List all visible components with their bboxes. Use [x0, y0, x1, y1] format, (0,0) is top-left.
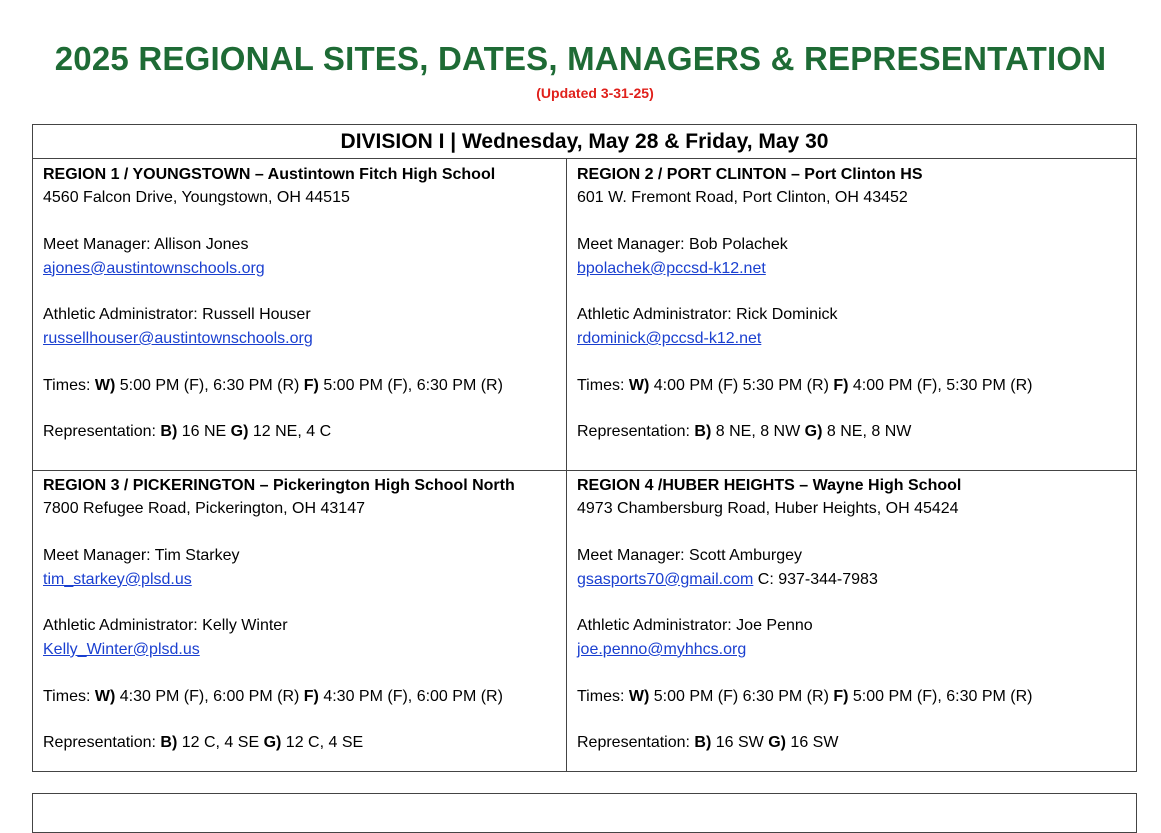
meet-manager: Meet Manager: Allison Jones	[43, 236, 249, 254]
admin-email-link[interactable]: Kelly_Winter@plsd.us	[43, 640, 200, 658]
times-line: Times: W) 5:00 PM (F), 6:30 PM (R) F) 5:00 PM (F), 6:30 PM (R)	[43, 376, 503, 394]
athletic-administrator: Athletic Administrator: Joe Penno	[577, 617, 813, 635]
meet-manager: Meet Manager: Tim Starkey	[43, 547, 240, 565]
admin-email-link[interactable]: russellhouser@austintownschools.org	[43, 329, 313, 347]
region-address: 4973 Chambersburg Road, Huber Heights, OH 45424	[577, 500, 959, 518]
representation-line: Representation: B) 12 C, 4 SE G) 12 C, 4 SE	[43, 734, 364, 752]
admin-email-link[interactable]: joe.penno@myhhcs.org	[577, 640, 747, 658]
region-name: REGION 3 / PICKERINGTON – Pickerington High School North	[43, 477, 515, 494]
region-name: REGION 1 / YOUNGSTOWN – Austintown Fitch High School	[43, 166, 496, 183]
next-division-table	[32, 793, 1137, 833]
updated-note: (Updated 3-31-25)	[536, 85, 654, 101]
times-line: Times: W) 5:00 PM (F) 6:30 PM (R) F) 5:00 PM (F), 6:30 PM (R)	[577, 687, 1033, 705]
region-cell-2	[567, 159, 1136, 471]
meet-manager: Meet Manager: Bob Polachek	[577, 236, 788, 254]
manager-email-link[interactable]: gsasports70@gmail.com	[577, 570, 754, 588]
representation-line: Representation: B) 8 NE, 8 NW G) 8 NE, 8 NW	[577, 423, 912, 441]
page-title: 2025 REGIONAL SITES, DATES, MANAGERS & REPRESENTATION	[54, 40, 1107, 77]
region-name: REGION 2 / PORT CLINTON – Port Clinton HS	[577, 166, 923, 183]
meet-manager: Meet Manager: Scott Amburgey	[577, 547, 802, 565]
region-address: 7800 Refugee Road, Pickerington, OH 43147	[43, 500, 365, 518]
region-address: 601 W. Fremont Road, Port Clinton, OH 43452	[577, 189, 908, 207]
region-cell-1	[33, 159, 567, 471]
region-cell-3	[33, 471, 567, 772]
athletic-administrator: Athletic Administrator: Russell Houser	[43, 306, 311, 324]
region-address: 4560 Falcon Drive, Youngstown, OH 44515	[43, 189, 350, 207]
region-name: REGION 4 /HUBER HEIGHTS – Wayne High School	[577, 477, 962, 494]
athletic-administrator: Athletic Administrator: Rick Dominick	[577, 306, 838, 324]
division-table	[32, 124, 1137, 772]
manager-email-link[interactable]: ajones@austintownschools.org	[43, 259, 265, 277]
division-header: DIVISION I | Wednesday, May 28 & Friday, May 30	[33, 125, 1136, 159]
manager-email-link[interactable]: tim_starkey@plsd.us	[43, 570, 192, 588]
times-line: Times: W) 4:30 PM (F), 6:00 PM (R) F) 4:30 PM (F), 6:00 PM (R)	[43, 687, 503, 705]
manager-phone: C: 937-344-7983	[753, 570, 878, 588]
admin-email-link[interactable]: rdominick@pccsd-k12.net	[577, 329, 762, 347]
regions-grid	[33, 159, 1136, 772]
athletic-administrator: Athletic Administrator: Kelly Winter	[43, 617, 288, 635]
representation-line: Representation: B) 16 SW G) 16 SW	[577, 734, 839, 752]
times-line: Times: W) 4:00 PM (F) 5:30 PM (R) F) 4:00 PM (F), 5:30 PM (R)	[577, 376, 1033, 394]
region-cell-4	[567, 471, 1136, 772]
representation-line: Representation: B) 16 NE G) 12 NE, 4 C	[43, 423, 332, 441]
manager-email-link[interactable]: bpolachek@pccsd-k12.net	[577, 259, 766, 277]
